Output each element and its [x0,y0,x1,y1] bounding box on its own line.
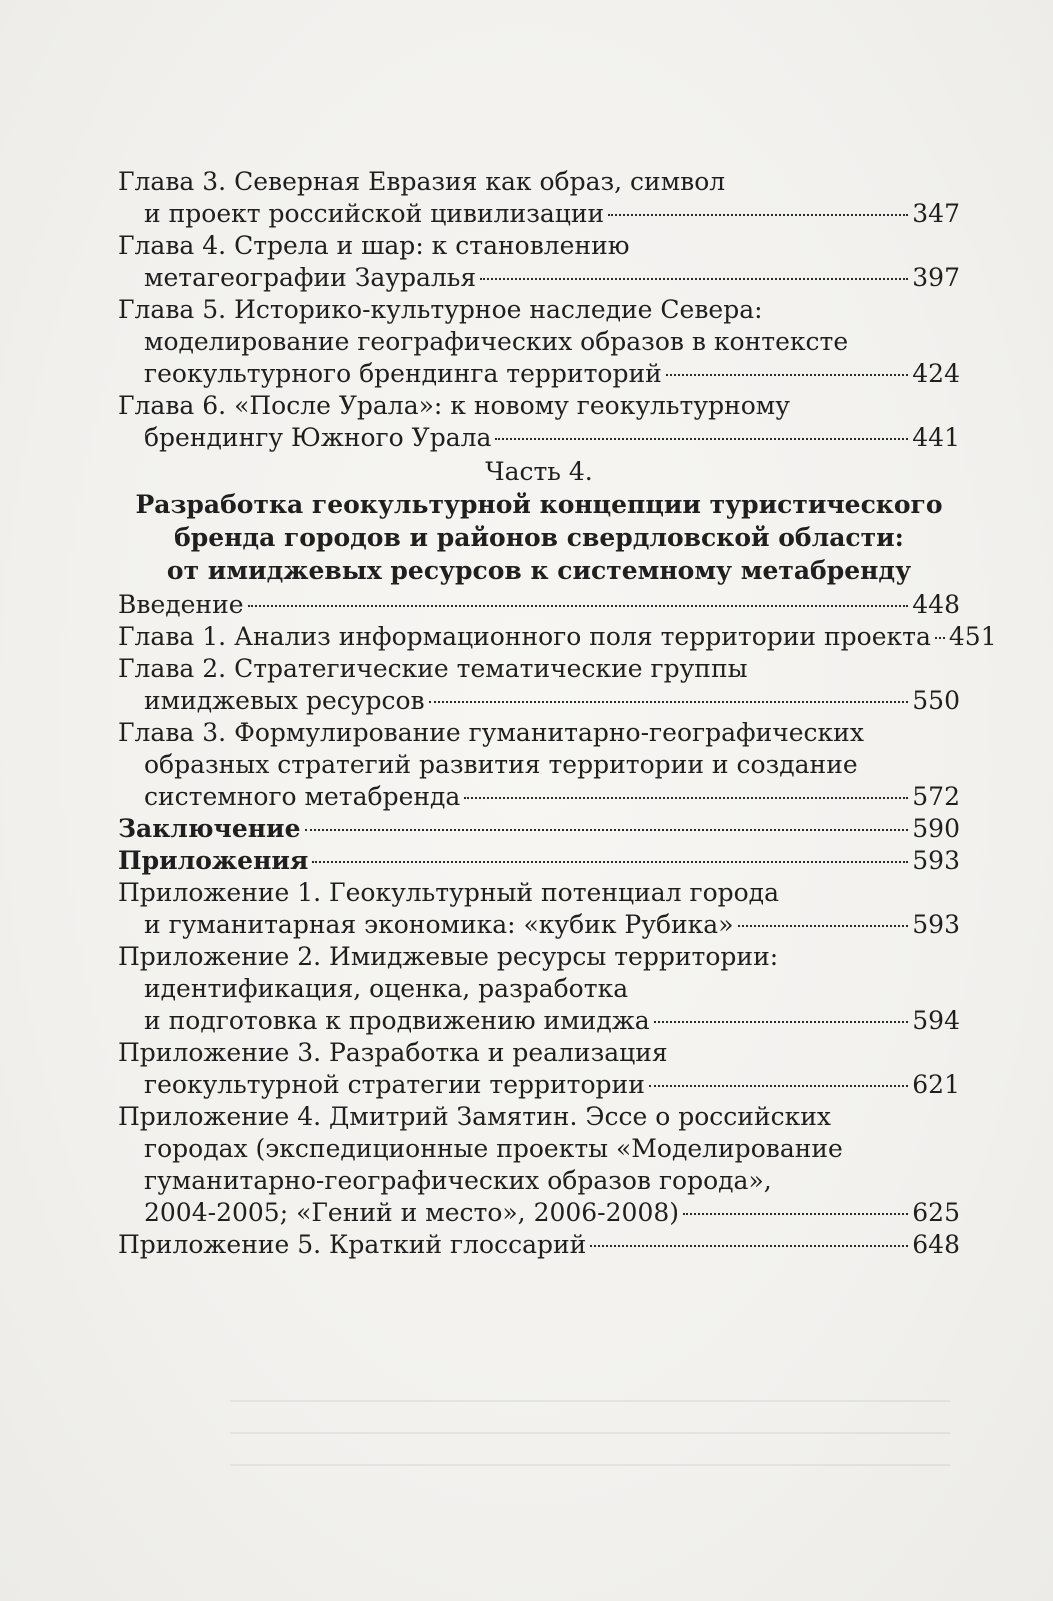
part-heading-line: Разработка геокультурной концепции туристического [135,490,943,519]
toc-entry-title-line: Приложение 5. Краткий глоссарий [118,1230,587,1259]
dot-leader [683,1213,908,1215]
page-number: 448 [912,590,960,619]
toc-entry-title-line: образных стратегий развития территории и создание [144,750,858,779]
page-number: 621 [912,1070,960,1099]
toc-entry-title-line: системного метабренда [144,782,461,811]
toc-entry-title-line: брендингу Южного Урала [144,423,492,452]
toc-entry-last-line [118,1229,960,1261]
toc-entry-title-line: Приложение 3. Разработка и реализация [118,1038,668,1067]
toc-entry-title-line: городах (экспедиционные проекты «Моделирование [144,1134,843,1163]
dot-leader [649,1085,908,1087]
toc-entry-last-line [118,422,960,454]
dot-leader [480,278,908,280]
toc-entry-title-line: Заключение [118,814,301,843]
toc-entry-title-line: и проект российской цивилизации [144,199,605,228]
page-number: 550 [912,686,960,715]
toc-entry-title-line: Введение [118,590,244,619]
toc-entry-last-line [118,1069,960,1101]
toc-entry-title-line: идентификация, оценка, разработка [144,974,629,1003]
page-number: 648 [912,1230,960,1259]
page-number: 347 [912,199,960,228]
page-number: 594 [912,1006,960,1035]
page-number: 572 [912,782,960,811]
toc-entry-title-line: Глава 3. Северная Евразия как образ, символ [118,167,726,196]
toc-entry-title-line: имиджевых ресурсов [144,686,425,715]
part-header [118,456,960,587]
toc-entry-appendices [118,845,960,877]
toc-entry [118,589,960,621]
toc-entry-title-line: геокультурной стратегии территории [144,1070,645,1099]
toc-entry-last-line [118,685,960,717]
toc-entry [118,294,960,390]
toc-entry-title-line: Приложения [118,846,309,875]
toc-entry-last-line [118,1197,960,1229]
toc-entry-conclusion [118,813,960,845]
toc-entry-last-line [118,909,960,941]
toc-entry-last-line [118,589,960,621]
toc-entry-title-line: и подготовка к продвижению имиджа [144,1006,650,1035]
toc-entry-title-line: Приложение 4. Дмитрий Замятин. Эссе о российских [118,1102,831,1131]
page-number: 625 [912,1198,960,1227]
toc-entry [118,621,997,653]
toc-entry-title-line: моделирование географических образов в контексте [144,327,849,356]
table-of-contents [118,166,997,1261]
toc-entry [118,166,960,230]
page-number: 424 [912,359,960,388]
toc-entry [118,717,960,813]
page-number: 593 [912,846,960,875]
dot-leader [312,861,908,863]
toc-entry [118,230,960,294]
toc-entry-last-line [118,621,997,653]
dot-leader [654,1021,909,1023]
toc-entry [118,390,960,454]
dot-leader [608,214,908,216]
toc-entry-last-line [118,358,960,390]
toc-entry-title-line: 2004-2005; «Гений и место», 2006-2008) [144,1198,680,1227]
toc-entry-title-line: Приложение 2. Имиджевые ресурсы территории: [118,942,779,971]
toc-entry [118,877,960,941]
toc-entry-title-line: Глава 5. Историко-культурное наследие Севера: [118,295,763,324]
dot-leader [666,374,908,376]
toc-entry [118,653,960,717]
dot-leader [305,829,909,831]
toc-entry-title-line: Глава 1. Анализ информационного поля территории проекта [118,622,931,651]
page-number: 441 [912,423,960,452]
toc-entry-title-line: Глава 2. Стратегические тематические группы [118,654,748,683]
toc-entry-last-line [118,781,960,813]
toc-entry-last-line [118,845,960,877]
toc-entry-last-line [118,198,960,230]
toc-entry-title-line: Глава 6. «После Урала»: к новому геокультурному [118,391,790,420]
dot-leader [738,925,909,927]
toc-entry [118,1101,960,1229]
page-number: 593 [912,910,960,939]
page-number: 397 [912,263,960,292]
toc-entry-last-line [118,813,960,845]
dot-leader [590,1245,908,1247]
toc-entry [118,941,960,1037]
page-number: 590 [912,814,960,843]
toc-entry-title-line: Глава 3. Формулирование гуманитарно-географических [118,718,864,747]
toc-entry [118,1229,960,1261]
toc-entry [118,1037,960,1101]
toc-entry-title-line: Глава 4. Стрела и шар: к становлению [118,231,630,260]
toc-entry-last-line [118,262,960,294]
toc-entry-title-line: и гуманитарная экономика: «кубик Рубика» [144,910,734,939]
dot-leader [935,637,945,639]
part-heading-line: от имиджевых ресурсов к системному метабренду [166,556,912,585]
page-number: 451 [948,622,997,651]
dot-leader [429,701,909,703]
dot-leader [248,605,909,607]
toc-entry-title-line: геокультурного брендинга территорий [144,359,662,388]
dot-leader [495,438,908,440]
show-through-text [230,1400,950,1490]
toc-entry-last-line [118,1005,960,1037]
part-heading-line: бренда городов и районов свердловской области: [174,523,904,552]
toc-entry-title-line: Приложение 1. Геокультурный потенциал города [118,878,779,907]
toc-entry-title-line: метагеографии Зауралья [144,263,477,292]
toc-entry-title-line: гуманитарно-географических образов города», [144,1166,772,1195]
part-label: Часть 4. [485,457,593,486]
dot-leader [464,797,908,799]
